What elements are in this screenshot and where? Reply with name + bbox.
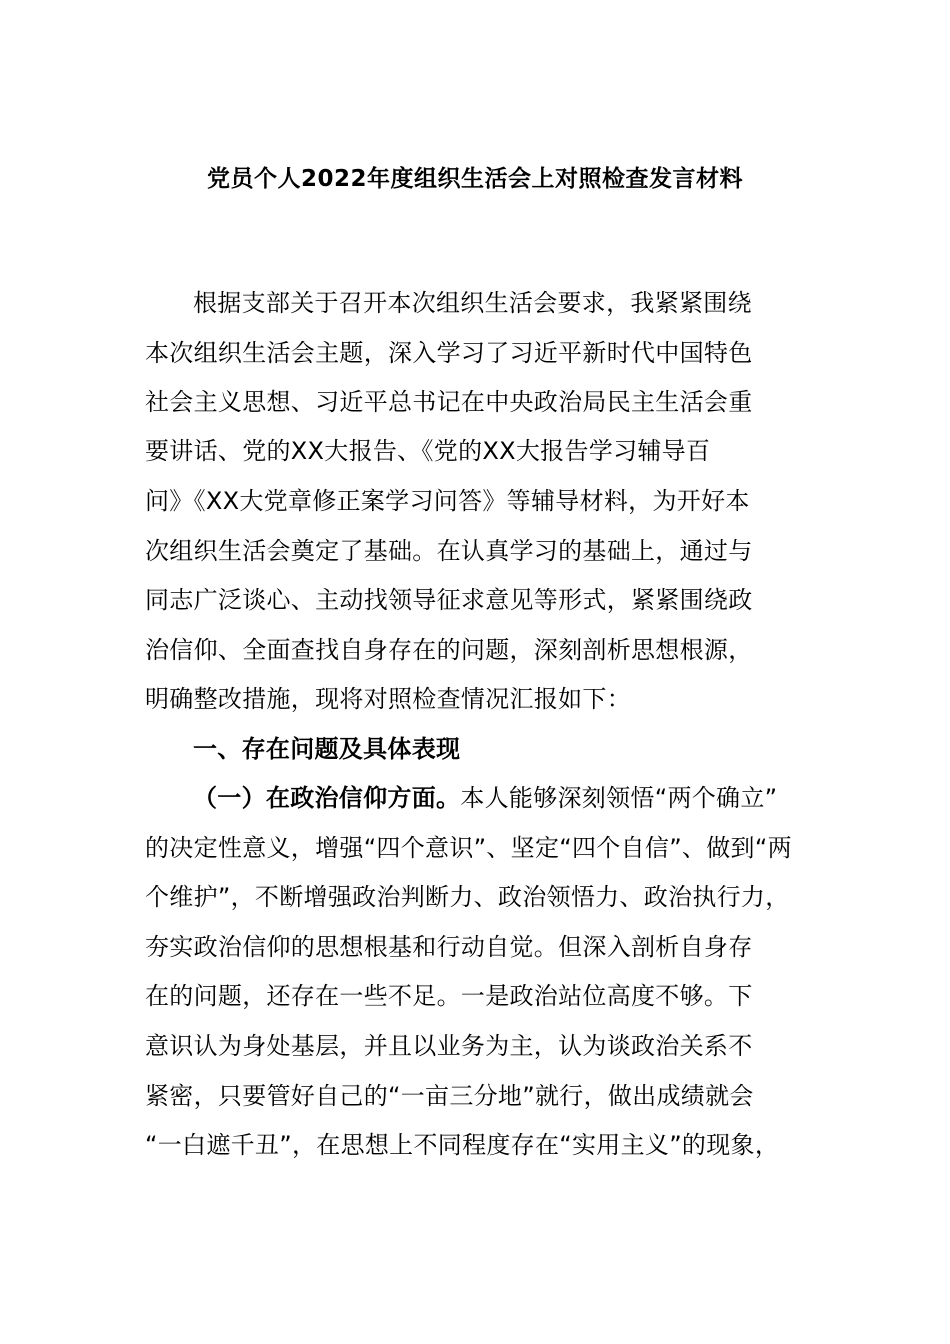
paragraph-line: 次组织生活会奠定了基础。在认真学习的基础上，通过与 [145,537,753,565]
paragraph-line: 夯实政治信仰的思想根基和行动自觉。但深入剖析自身存 [145,933,753,961]
paragraph-line: 要讲话、党的XX大报告、《党的XX大报告学习辅导百 [145,437,711,465]
paragraph-line: 根据支部关于召开本次组织生活会要求，我紧紧围绕 [193,289,752,317]
subsection-lead: （一）在政治信仰方面。 [193,784,461,812]
paragraph-line: 明确整改措施，现将对照检查情况汇报如下： [145,685,631,713]
section-heading: 一、存在问题及具体表现 [193,735,461,763]
paragraph-line: 在的问题，还存在一些不足。一是政治站位高度不够。下 [145,982,753,1010]
paragraph-line: 意识认为身处基层，并且以业务为主，认为谈政治关系不 [145,1032,753,1060]
document-title: 党员个人2022年度组织生活会上对照检查发言材料 [206,166,743,192]
paragraph-line: 同志广泛谈心、主动找领导征求意见等形式，紧紧围绕政 [145,586,753,614]
paragraph-line: 本次组织生活会主题，深入学习了习近平新时代中国特色 [145,339,753,367]
paragraph-line: 治信仰、全面查找自身存在的问题，深刻剖析思想根源， [145,636,753,664]
paragraph-line: 社会主义思想、习近平总书记在中央政治局民主生活会重 [145,388,753,416]
paragraph-line: 的决定性意义，增强“四个意识”、坚定“四个自信”、做到“两 [145,834,792,862]
paragraph-line: “一白遮千丑”，在思想上不同程度存在“实用主义”的现象， [145,1131,780,1159]
paragraph-line: 紧密，只要管好自己的“一亩三分地”就行，做出成绩就会 [145,1082,754,1110]
subsection-first-line-text: 本人能够深刻领悟“两个确立” [460,784,778,812]
subsection-first-line [193,773,863,823]
paragraph-line: 个维护”，不断增强政治判断力、政治领悟力、政治执行力， [145,883,790,911]
paragraph-line: 问》《XX大党章修正案学习问答》等辅导材料，为开好本 [145,487,750,515]
